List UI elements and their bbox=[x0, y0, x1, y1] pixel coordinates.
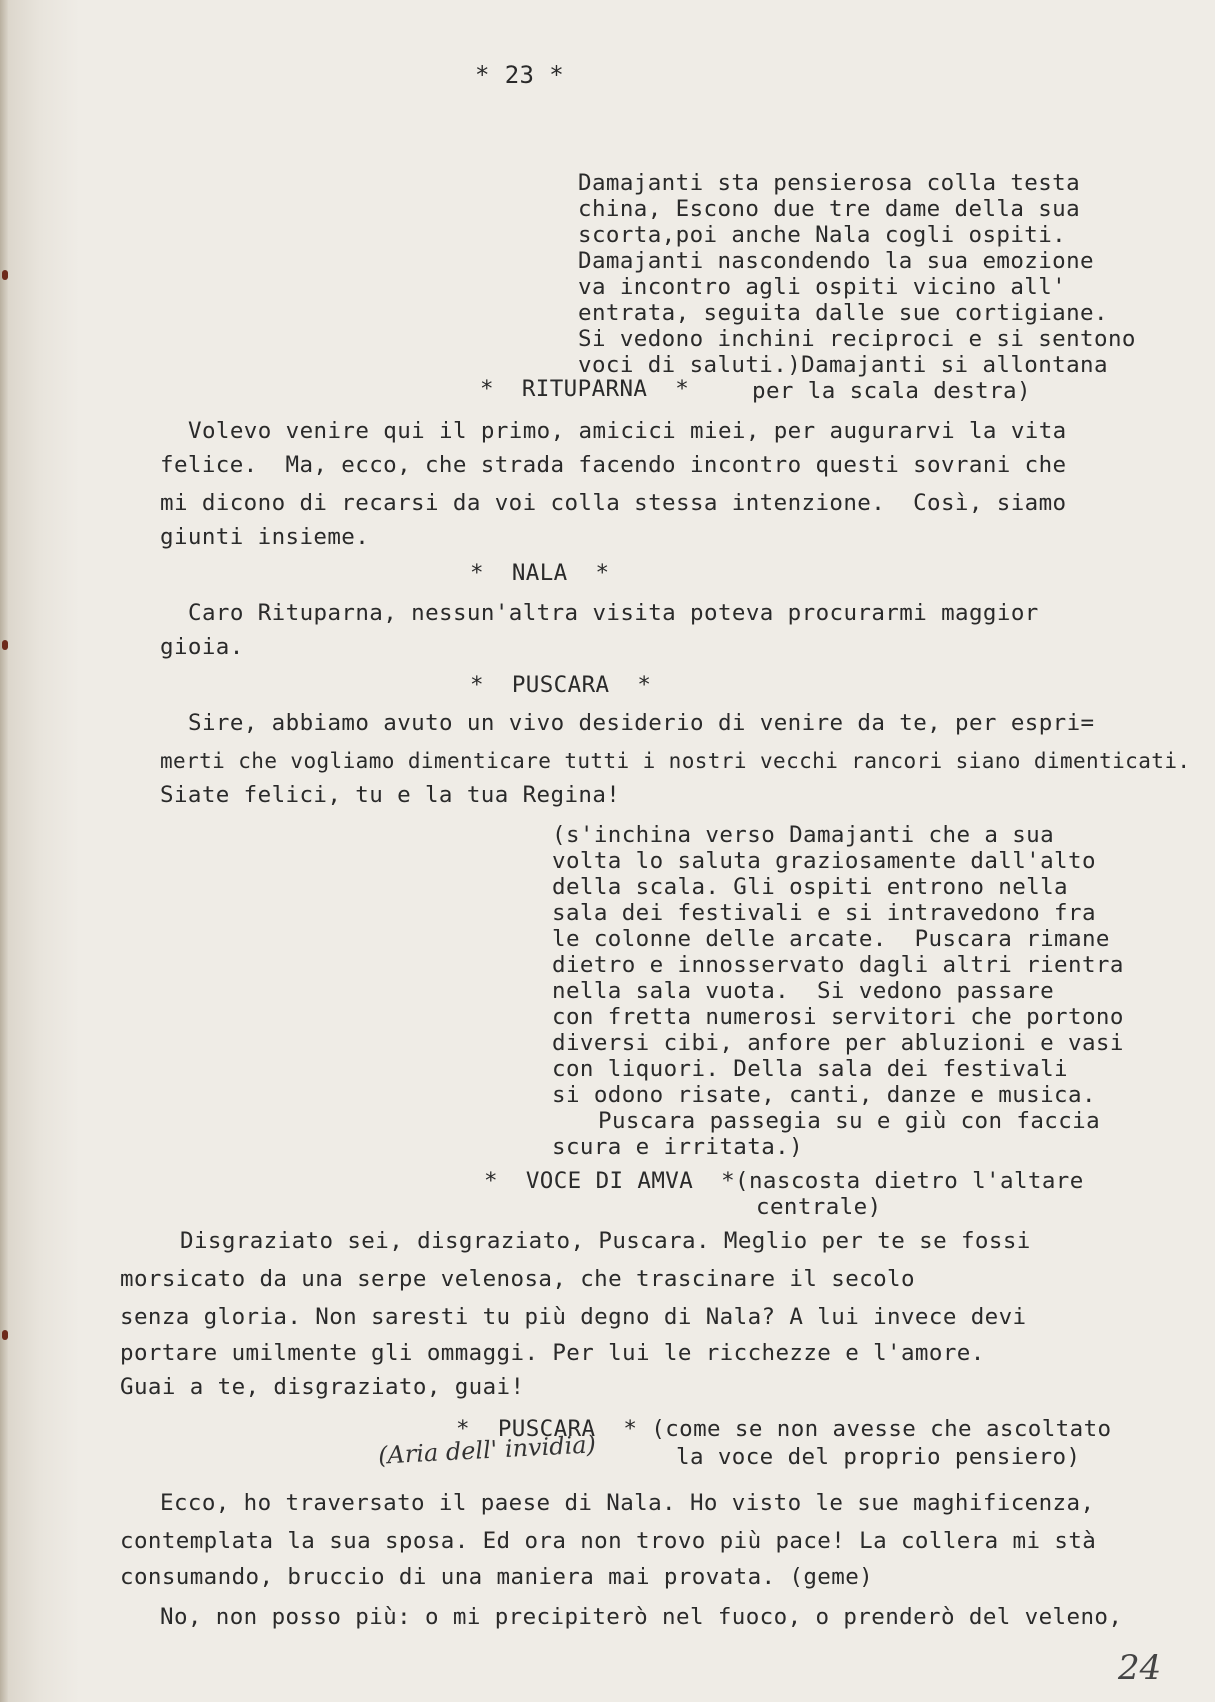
speech-line: senza gloria. Non saresti tu più degno di Nala? A lui invece devi bbox=[120, 1304, 1027, 1330]
stage-line: va incontro agli ospiti vicino all' bbox=[578, 274, 1067, 300]
stage-line: diversi cibi, anfore per abluzioni e vasi bbox=[552, 1030, 1124, 1056]
stage-line: con liquori. Della sala dei festivali bbox=[552, 1056, 1069, 1082]
stage-line: dietro e innosservato dagli altri rientra bbox=[552, 952, 1124, 978]
stage-line: Si vedono inchini reciproci e si sentono bbox=[578, 326, 1136, 352]
binding-thread bbox=[2, 270, 8, 280]
speech-line: gioia. bbox=[160, 634, 244, 660]
stage-line: si odono risate, canti, danze e musica. bbox=[552, 1082, 1096, 1108]
speech-line: Ecco, ho traversato il paese di Nala. Ho visto le sue maghificenza, bbox=[160, 1490, 1095, 1516]
page-number: * 23 * bbox=[475, 61, 565, 89]
stage-line: scorta,poi anche Nala cogli ospiti. bbox=[578, 222, 1067, 248]
stage-line: nella sala vuota. Si vedono passare bbox=[552, 978, 1055, 1004]
speech-line: consumando, bruccio di una maniera mai provata. (geme) bbox=[120, 1564, 874, 1590]
speech-line: merti che vogliamo dimenticare tutti i nostri vecchi rancori siano dimenticati. bbox=[160, 749, 1191, 773]
speech-line: contemplata la sua sposa. Ed ora non trovo più pace! La collera mi stà bbox=[120, 1528, 1097, 1554]
speaker-voce-di-amva: * VOCE DI AMVA *(nascosta dietro l'altare bbox=[484, 1168, 1084, 1194]
stage-line: con fretta numerosi servitori che portono bbox=[552, 1004, 1124, 1030]
stage-line: Puscara passegia su e giù con faccia bbox=[598, 1108, 1101, 1134]
speaker-puscara-2-cont: la voce del proprio pensiero) bbox=[676, 1444, 1081, 1470]
speech-line: Guai a te, disgraziato, guai! bbox=[120, 1374, 525, 1400]
speech-line: No, non posso più: o mi precipiterò nel fuoco, o prenderò del veleno, bbox=[160, 1604, 1123, 1630]
speaker-rituparna: * RITUPARNA * bbox=[480, 376, 690, 402]
stage-line: sala dei festivali e si intravedono fra bbox=[552, 900, 1096, 926]
stage-line: (s'inchina verso Damajanti che a sua bbox=[552, 822, 1055, 848]
speaker-nala: * NALA * bbox=[470, 560, 610, 586]
stage-line: della scala. Gli ospiti entrono nella bbox=[552, 874, 1069, 900]
stage-line: per la scala destra) bbox=[752, 378, 1031, 404]
speaker-puscara: * PUSCARA * bbox=[470, 672, 652, 698]
speech-line: Caro Rituparna, nessun'altra visita poteva procurarmi maggior bbox=[188, 600, 1039, 626]
stage-line: scura e irritata.) bbox=[552, 1134, 804, 1160]
binding-thread bbox=[2, 640, 8, 650]
speech-line: Volevo venire qui il primo, amicici miei, per augurarvi la vita bbox=[188, 418, 1067, 444]
speech-line: morsicato da una serpe velenosa, che trascinare il secolo bbox=[120, 1266, 915, 1292]
speaker-voce-di-amva-cont: centrale) bbox=[756, 1194, 882, 1220]
stage-line: voci di saluti.)Damajanti si allontana bbox=[578, 352, 1108, 378]
binding-edge bbox=[0, 0, 8, 1702]
handwritten-note: (Aria dell' invidia) bbox=[377, 1430, 597, 1470]
speech-line: felice. Ma, ecco, che strada facendo incontro questi sovrani che bbox=[160, 452, 1067, 478]
speech-line: portare umilmente gli ommaggi. Per lui le ricchezze e l'amore. bbox=[120, 1340, 985, 1366]
stage-line: Damajanti nascondendo la sua emozione bbox=[578, 248, 1095, 274]
speech-line: Disgraziato sei, disgraziato, Puscara. Meglio per te se fossi bbox=[180, 1228, 1031, 1254]
stage-line: Damajanti sta pensierosa colla testa bbox=[578, 170, 1081, 196]
stage-line: volta lo saluta graziosamente dall'alto bbox=[552, 848, 1096, 874]
speech-line: Sire, abbiamo avuto un vivo desiderio di venire da te, per espri= bbox=[188, 710, 1095, 736]
handwritten-page-number: 24 bbox=[1118, 1648, 1162, 1688]
stage-line: entrata, seguita dalle sue cortigiane. bbox=[578, 300, 1108, 326]
binding-thread bbox=[2, 1330, 8, 1340]
stage-line: china, Escono due tre dame della sua bbox=[578, 196, 1081, 222]
speech-line: mi dicono di recarsi da voi colla stessa intenzione. Così, siamo bbox=[160, 490, 1067, 516]
speech-line: Siate felici, tu e la tua Regina! bbox=[160, 782, 621, 808]
speaker-puscara-2: * PUSCARA * (come se non avesse che ascoltato bbox=[456, 1416, 1112, 1442]
speech-line: giunti insieme. bbox=[160, 524, 370, 550]
stage-line: le colonne delle arcate. Puscara rimane bbox=[552, 926, 1110, 952]
